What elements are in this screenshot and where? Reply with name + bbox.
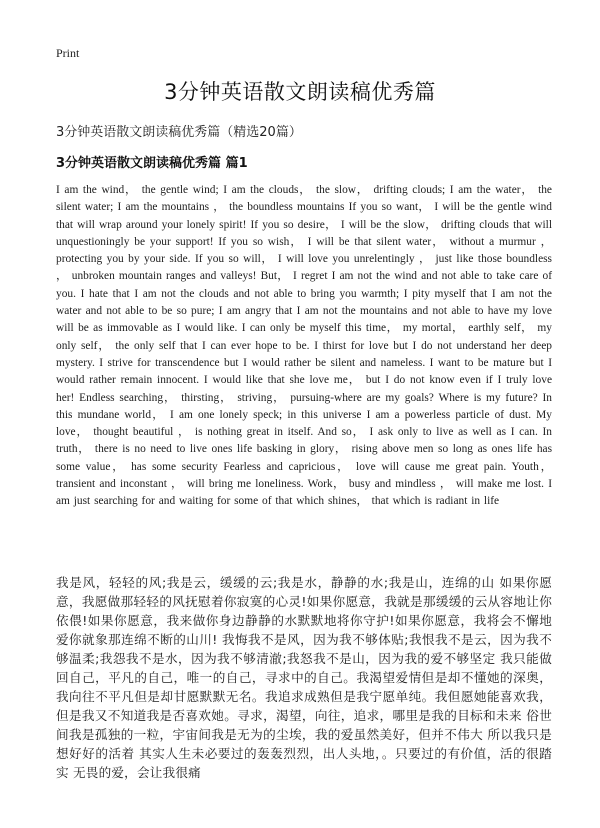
subtitle: 3分钟英语散文朗读稿优秀篇（精选20篇） [56, 125, 302, 140]
section-heading: 3分钟英语散文朗读稿优秀篇 篇1 [56, 156, 248, 171]
page-title: 3分钟英语散文朗读稿优秀篇 [164, 80, 436, 104]
chinese-paragraph: 我是风，轻轻的风;我是云，缓缓的云;我是水，静静的水;我是山，连绵的山 如果你愿意，我愿做那轻轻的风抚慰着你寂寞的心灵!如果你愿意，我就是那缓缓的云从容地让你依偎!如果你愿意，我来做你身边静静的水默默地将你守护!如果你愿意，我将会不懈地爱你就象那连绵不断的山川! 我悔我不是风，因为我不够体贴;我恨我不是云，因为我不够温柔;我怨我不是水，因为我不够清澈;我怒我不是山，因为我的爱不够坚定 我只能做回自己，平凡的自己，唯一的自己，寻求中的自己。我渴望爱情但是却不懂她的深奥，我向往不平凡但是却甘愿默默无名。我追求成熟但是我宁愿单纯。我但愿她能喜欢我，但是我又不知道我是否喜欢她。寻求，渴望，向往，追求，哪里是我的目标和未来 俗世间我是孤独的一粒，宇宙间我是无为的尘埃，我的爱虽然美好，但并不伟大 所以我只是想好好的活着 其实人生未必要过的轰轰烈烈，出人头地，。只要过的有价值，活的很踏实 无畏的爱，会让我很痛 [56, 575, 552, 780]
chinese-text-block [56, 573, 552, 823]
print-link[interactable]: Print [56, 46, 80, 60]
english-paragraph: I am the wind， the gentle wind; I am the clouds， the slow， drifting clouds; I am the water， the silent water; I am the mountains ， the boundless mountains If you so want， I will be the gentle wind that will wrap around your lonely spirit! If you so desire， I will be the slow， drifting clouds that will unquestioningly be your support! If you so wish， I will be that silent water， without a murmur ， protecting you by your side. If you so will， I will love you unrelentingly ， just like those boundless ， unbroken mountain ranges and valleys! But， I regret I am not the wind and not able to take care of you. I hate that I am not the clouds and not able to bring you warmth; I pity myself that I am not the water and not able to be so pure; I am angry that I am not the mountains and not able to have my love will be as immovable as I would like. I can only be myself this time， my mortal， earthly self， my only self， the only self that I can ever hope to be. I thirst for love but I do not understand her deep mystery. I strive for transcendence but I would rather be silent and nameless. I want to be mature but I would rather remain innocent. I would like that she love me， but I do not know even if I truly love her! Endless searching， thirsting， striving， pursuing-where are my goals? Where is my future? In this mundane world， I am one lonely speck; in this universe I am a powerless particle of dust. My love， thought beautiful ， is nothing great in itself. And so， I ask only to live as well as I can. In truth， there is no need to live ones life basking in glory， rising above men so long as ones life has some value， has some security Fearless and capricious， love will cause me great pain. Youth， transient and inconstant ， will bring me loneliness. Work， busy and mindless ， will make me lost. I am just searching for and waiting for some of that which shines， that which is radiant in life [56, 184, 552, 508]
english-text-block [56, 182, 552, 511]
